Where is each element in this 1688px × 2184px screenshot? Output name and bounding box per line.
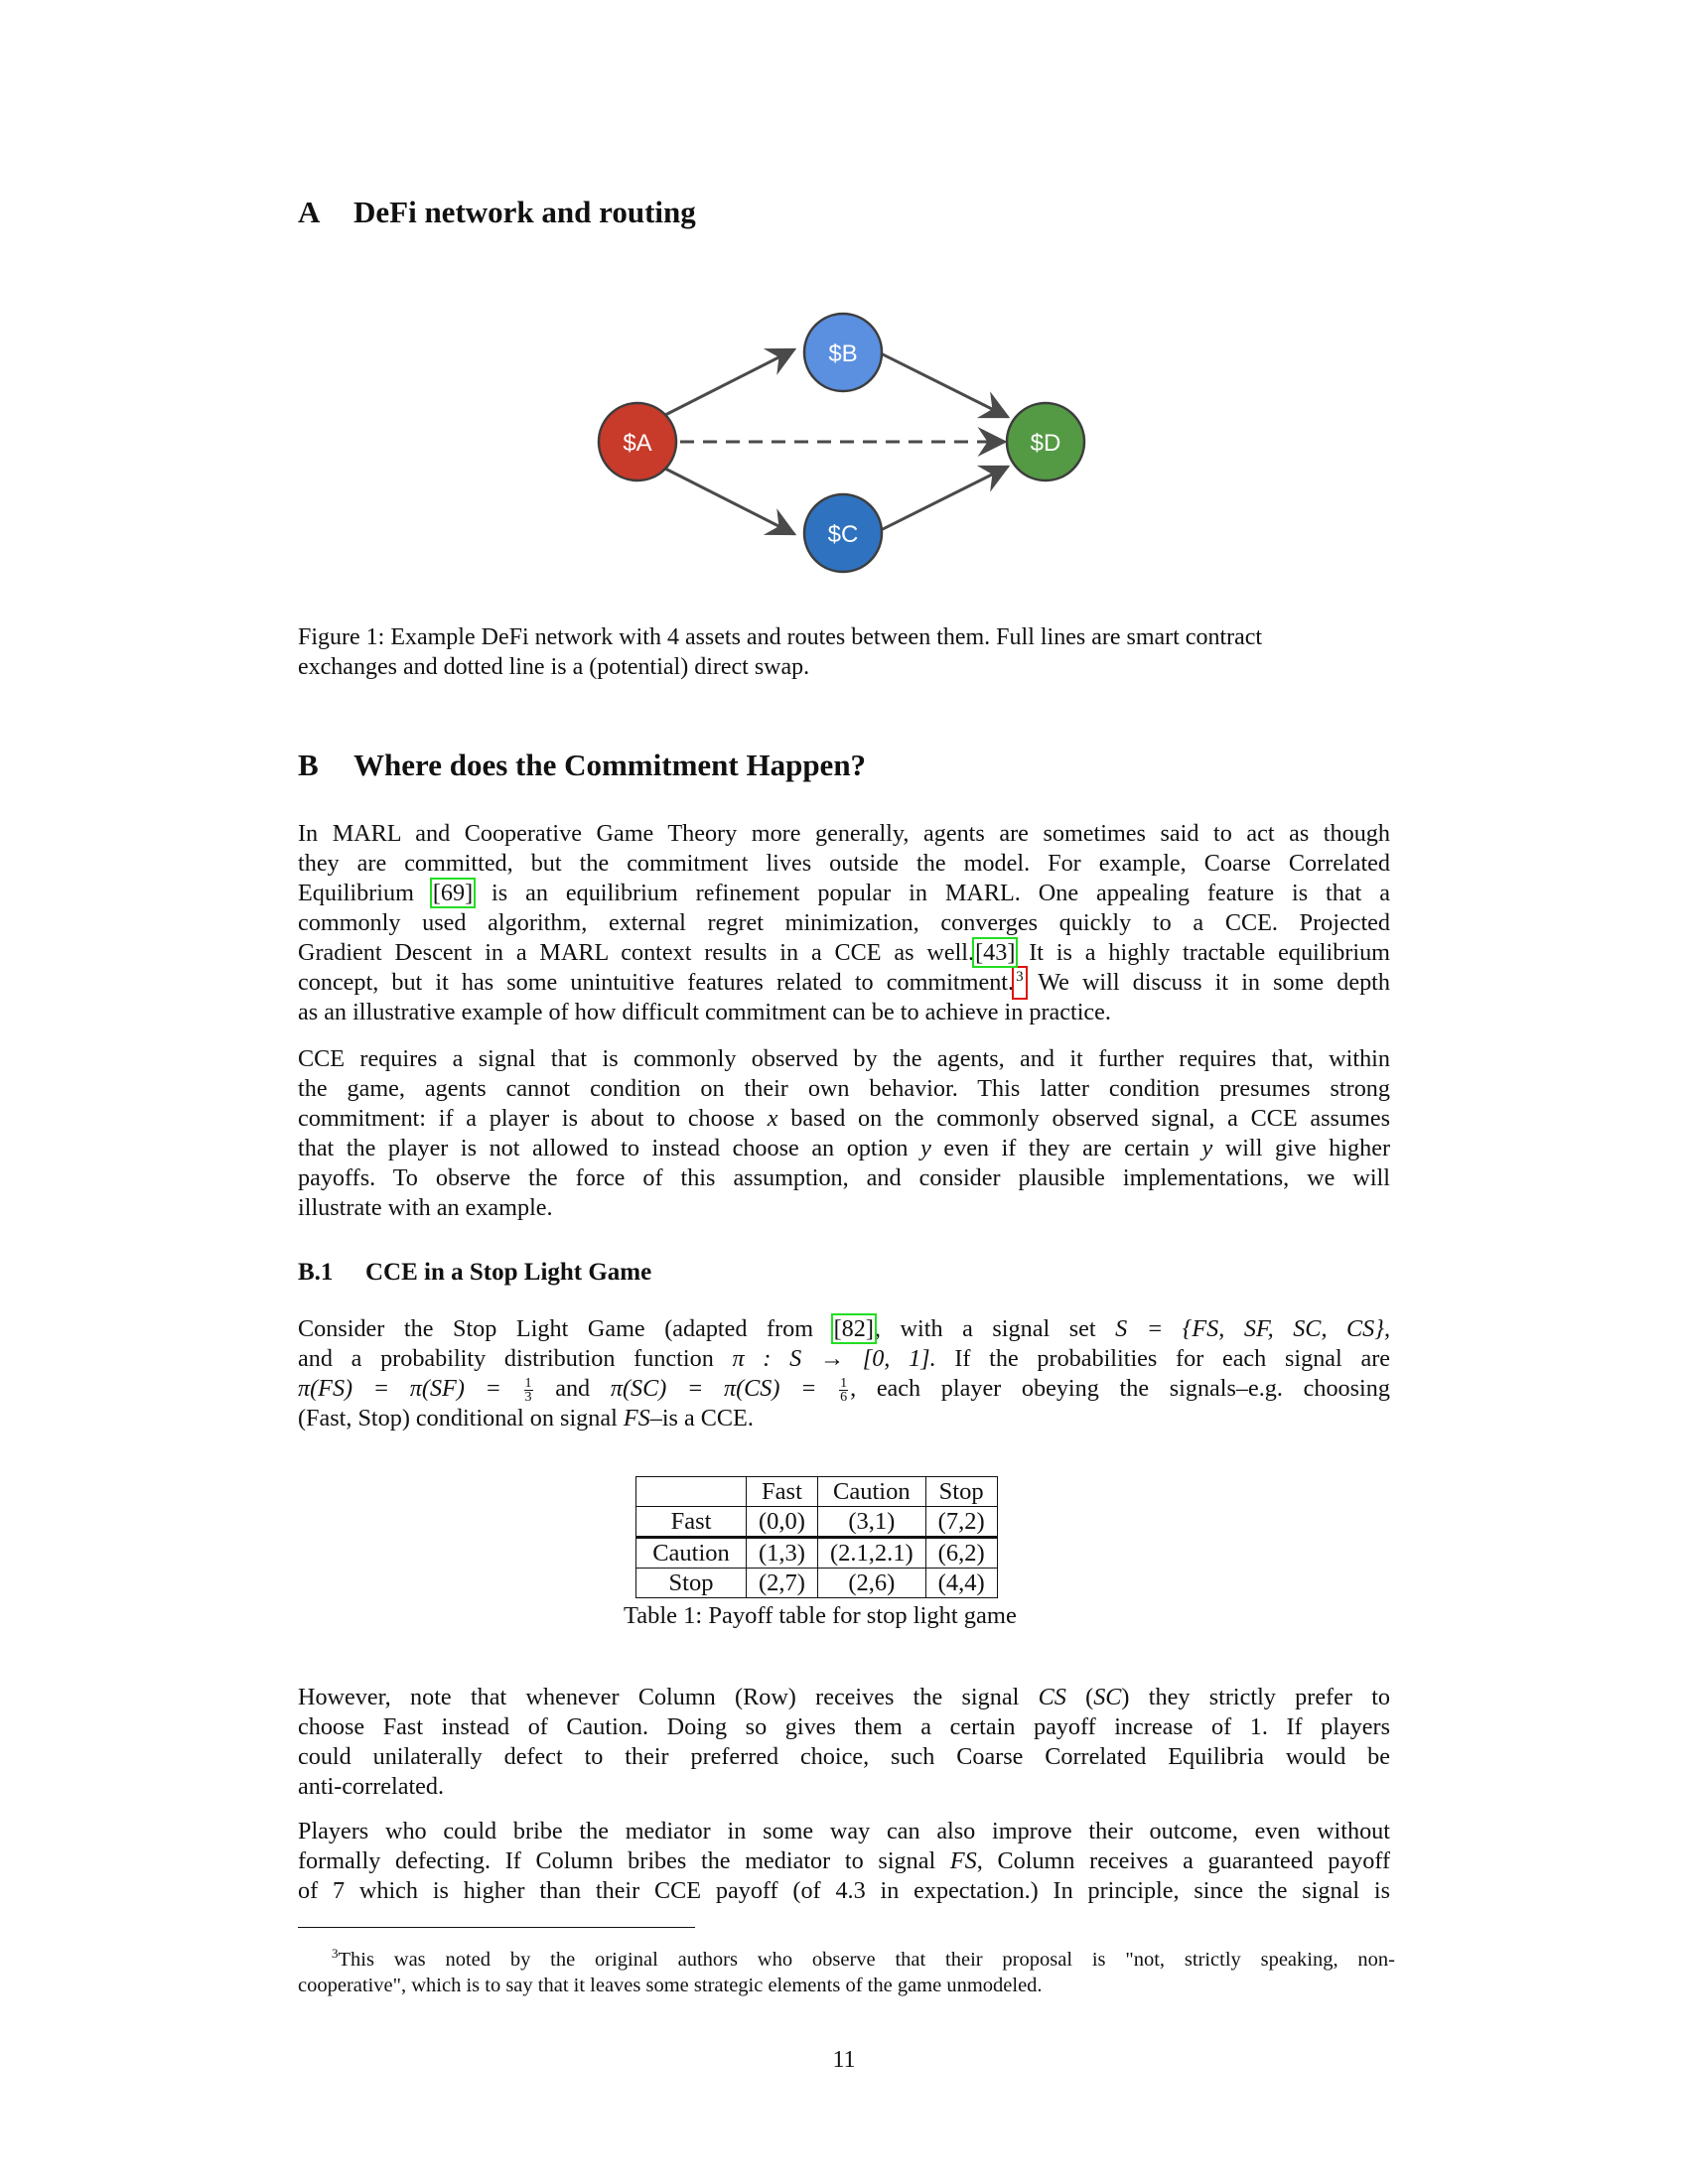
math-expression: π(SC) = π(CS) = <box>610 1375 838 1402</box>
text-span: based on the commonly observed signal, a CCE assumes <box>777 1105 1391 1132</box>
edge-a-b <box>665 349 794 415</box>
text-span: ( <box>1065 1684 1094 1710</box>
math-variable: y <box>1201 1135 1213 1161</box>
text-line <box>298 1134 1390 1163</box>
text-line: choose Fast instead of Caution. Doing so gives them a certain payoff increase of 1. If players <box>298 1713 1390 1740</box>
table-row <box>636 1538 998 1569</box>
text-span: This was noted by the original authors who observe that their proposal is "not, strictly speaking, non- <box>338 1948 1395 1971</box>
text-span: even if they are certain <box>930 1135 1202 1161</box>
figure-1-caption <box>298 622 1390 682</box>
text-span: However, note that whenever Column (Row) receives the signal <box>298 1684 1039 1710</box>
section-b-heading <box>298 748 866 783</box>
svg-text:$A: $A <box>623 430 652 457</box>
svg-text:$C: $C <box>827 521 859 548</box>
footnote-3 <box>298 1941 1395 1998</box>
text-span: commitment: if a player is about to choose <box>298 1105 768 1132</box>
node-a <box>599 403 676 480</box>
text-span: , Column receives a guaranteed payoff <box>976 1847 1390 1874</box>
text-line <box>298 1941 1395 1973</box>
footnote-divider <box>298 1927 695 1928</box>
row-label: Fast <box>636 1507 747 1538</box>
text-span: It is a highly tractable equilibrium <box>1016 939 1390 966</box>
math-expression: π : S → [0, 1]. <box>732 1345 936 1372</box>
payoff-table <box>635 1476 998 1598</box>
text-span: will give higher <box>1212 1135 1390 1161</box>
node-b <box>804 314 882 391</box>
denominator: 3 <box>524 1389 532 1405</box>
text-span: Consider the Stop Light Game (adapted from <box>298 1315 833 1342</box>
section-title: CCE in a Stop Light Game <box>365 1259 652 1286</box>
section-b1-paragraph-1 <box>298 1314 1390 1433</box>
table-cell: (2.1,2.1) <box>817 1538 925 1569</box>
section-title: DeFi network and routing <box>353 195 696 229</box>
table-row <box>636 1569 998 1598</box>
section-number: A <box>298 195 321 229</box>
table-row <box>636 1507 998 1538</box>
edge-a-c <box>665 469 794 534</box>
table-header-cell: Fast <box>747 1477 818 1507</box>
text-line <box>298 1104 1390 1134</box>
text-span: that the player is not allowed to instead choose an option <box>298 1135 921 1161</box>
math-variable: FS <box>949 1847 977 1874</box>
table-cell: (2,7) <box>747 1569 818 1598</box>
table-cell: (2,6) <box>817 1569 925 1598</box>
defi-network-diagram <box>596 298 1102 586</box>
numerator: 1 <box>840 1375 848 1391</box>
math-variable: CS <box>1038 1684 1066 1710</box>
section-a-heading <box>298 195 696 230</box>
text-span: (Fast, Stop) conditional on signal <box>298 1405 624 1432</box>
text-span: , with a signal set <box>874 1315 1116 1342</box>
text-line <box>298 1344 1390 1374</box>
caption-line: exchanges and dotted line is a (potential) direct swap. <box>298 654 810 680</box>
node-c <box>804 494 882 572</box>
text-line <box>298 968 1390 998</box>
text-span: formally defecting. If Column bribes the mediator to signal <box>298 1847 950 1874</box>
table-cell: (7,2) <box>925 1507 997 1538</box>
text-line <box>298 1683 1390 1712</box>
text-line: could unilaterally defect to their preferred choice, such Coarse Correlated Equilibria would be <box>298 1743 1390 1770</box>
section-number: B <box>298 748 319 782</box>
citation-link-82[interactable]: [82] <box>833 1315 874 1342</box>
section-number: B.1 <box>298 1259 334 1286</box>
citation-link-43[interactable]: [43] <box>975 939 1016 966</box>
row-label: Stop <box>636 1569 747 1598</box>
math-variable: x <box>767 1105 778 1132</box>
page-number: 11 <box>832 2047 856 2073</box>
section-b1-paragraph-3 <box>298 1817 1390 1906</box>
text-line <box>298 879 1390 908</box>
text-line: commonly used algorithm, external regret minimization, converges quickly to a CCE. Projected <box>298 909 1390 936</box>
table-header-cell <box>636 1477 747 1507</box>
text-span: If the probabilities for each signal are <box>935 1345 1390 1372</box>
text-line: In MARL and Cooperative Game Theory more generally, agents are sometimes said to act as though <box>298 820 1390 847</box>
caption-line: Figure 1: Example DeFi network with 4 assets and routes between them. Full lines are smart contract <box>298 624 1263 650</box>
section-b1-heading <box>298 1259 651 1287</box>
text-span: is an equilibrium refinement popular in MARL. One appealing feature is that a <box>474 880 1390 906</box>
footnote-mark: 3 <box>332 1946 339 1961</box>
text-line <box>298 1846 1390 1876</box>
fraction-one-third <box>524 1377 533 1404</box>
edge-c-d <box>879 467 1008 531</box>
table-cell: (0,0) <box>747 1507 818 1538</box>
text-line <box>298 1374 1390 1404</box>
table-1-caption: Table 1: Payoff table for stop light game <box>624 1602 1017 1629</box>
text-line: payoffs. To observe the force of this assumption, and consider plausible implementations, we will <box>298 1164 1390 1191</box>
fraction-one-sixth <box>839 1377 848 1404</box>
text-line: cooperative", which is to say that it leaves some strategic elements of the game unmodeled. <box>298 1974 1043 1996</box>
row-label: Caution <box>636 1538 747 1569</box>
section-b1-paragraph-2 <box>298 1683 1390 1802</box>
table-header-row <box>636 1477 998 1507</box>
text-span: , each player obeying the signals–e.g. choosing <box>850 1375 1390 1402</box>
math-variable: SC <box>1093 1684 1122 1710</box>
svg-text:$D: $D <box>1030 430 1061 457</box>
edge-b-d <box>879 352 1008 417</box>
svg-text:$B: $B <box>828 341 858 367</box>
text-line: anti-correlated. <box>298 1773 445 1800</box>
table-cell: (3,1) <box>817 1507 925 1538</box>
text-line: CCE requires a signal that is commonly observed by the agents, and it further requires that, within <box>298 1045 1390 1072</box>
section-title: Where does the Commitment Happen? <box>353 748 867 782</box>
denominator: 6 <box>840 1389 848 1405</box>
text-span: Equilibrium <box>298 880 432 906</box>
section-b-paragraph-1 <box>298 819 1390 1027</box>
table-header-cell: Caution <box>817 1477 925 1507</box>
section-b-paragraph-2 <box>298 1044 1390 1223</box>
node-d <box>1007 403 1084 480</box>
text-span: –is a CCE. <box>649 1405 754 1432</box>
citation-link-69[interactable]: [69] <box>432 880 474 906</box>
table-header-cell: Stop <box>925 1477 997 1507</box>
text-span: Gradient Descent in a MARL context results in a CCE as well. <box>298 939 975 966</box>
text-line: illustrate with an example. <box>298 1194 553 1221</box>
text-span: and a probability distribution function <box>298 1345 733 1372</box>
text-line: as an illustrative example of how difficult commitment can be to achieve in practice. <box>298 999 1111 1025</box>
table-cell: (1,3) <box>747 1538 818 1569</box>
text-line: of 7 which is higher than their CCE payoff (of 4.3 in expectation.) In principle, since the signal is <box>298 1877 1390 1904</box>
math-expression: π(FS) = π(SF) = <box>298 1375 522 1402</box>
text-line: Players who could bribe the mediator in some way can also improve their outcome, even without <box>298 1818 1390 1844</box>
table-cell: (6,2) <box>925 1538 997 1569</box>
text-line: the game, agents cannot condition on their own behavior. This latter condition presumes strong <box>298 1075 1390 1102</box>
table-cell: (4,4) <box>925 1569 997 1598</box>
math-variable: FS <box>623 1405 650 1432</box>
text-line: they are committed, but the commitment lives outside the model. For example, Coarse Correlated <box>298 850 1390 877</box>
text-span: We will discuss it in some depth <box>1025 969 1390 996</box>
math-expression: S = {FS, SF, SC, CS}, <box>1115 1315 1390 1342</box>
text-line <box>298 1314 1390 1344</box>
text-line <box>298 938 1390 968</box>
text-line <box>298 1404 1390 1433</box>
footnote-link-3[interactable]: 3 <box>1014 968 1026 998</box>
math-variable: y <box>920 1135 931 1161</box>
text-span: and <box>534 1375 611 1402</box>
text-span: ) they strictly prefer to <box>1121 1684 1391 1710</box>
numerator: 1 <box>524 1375 532 1391</box>
text-span: concept, but it has some unintuitive features related to commitment. <box>298 969 1015 996</box>
